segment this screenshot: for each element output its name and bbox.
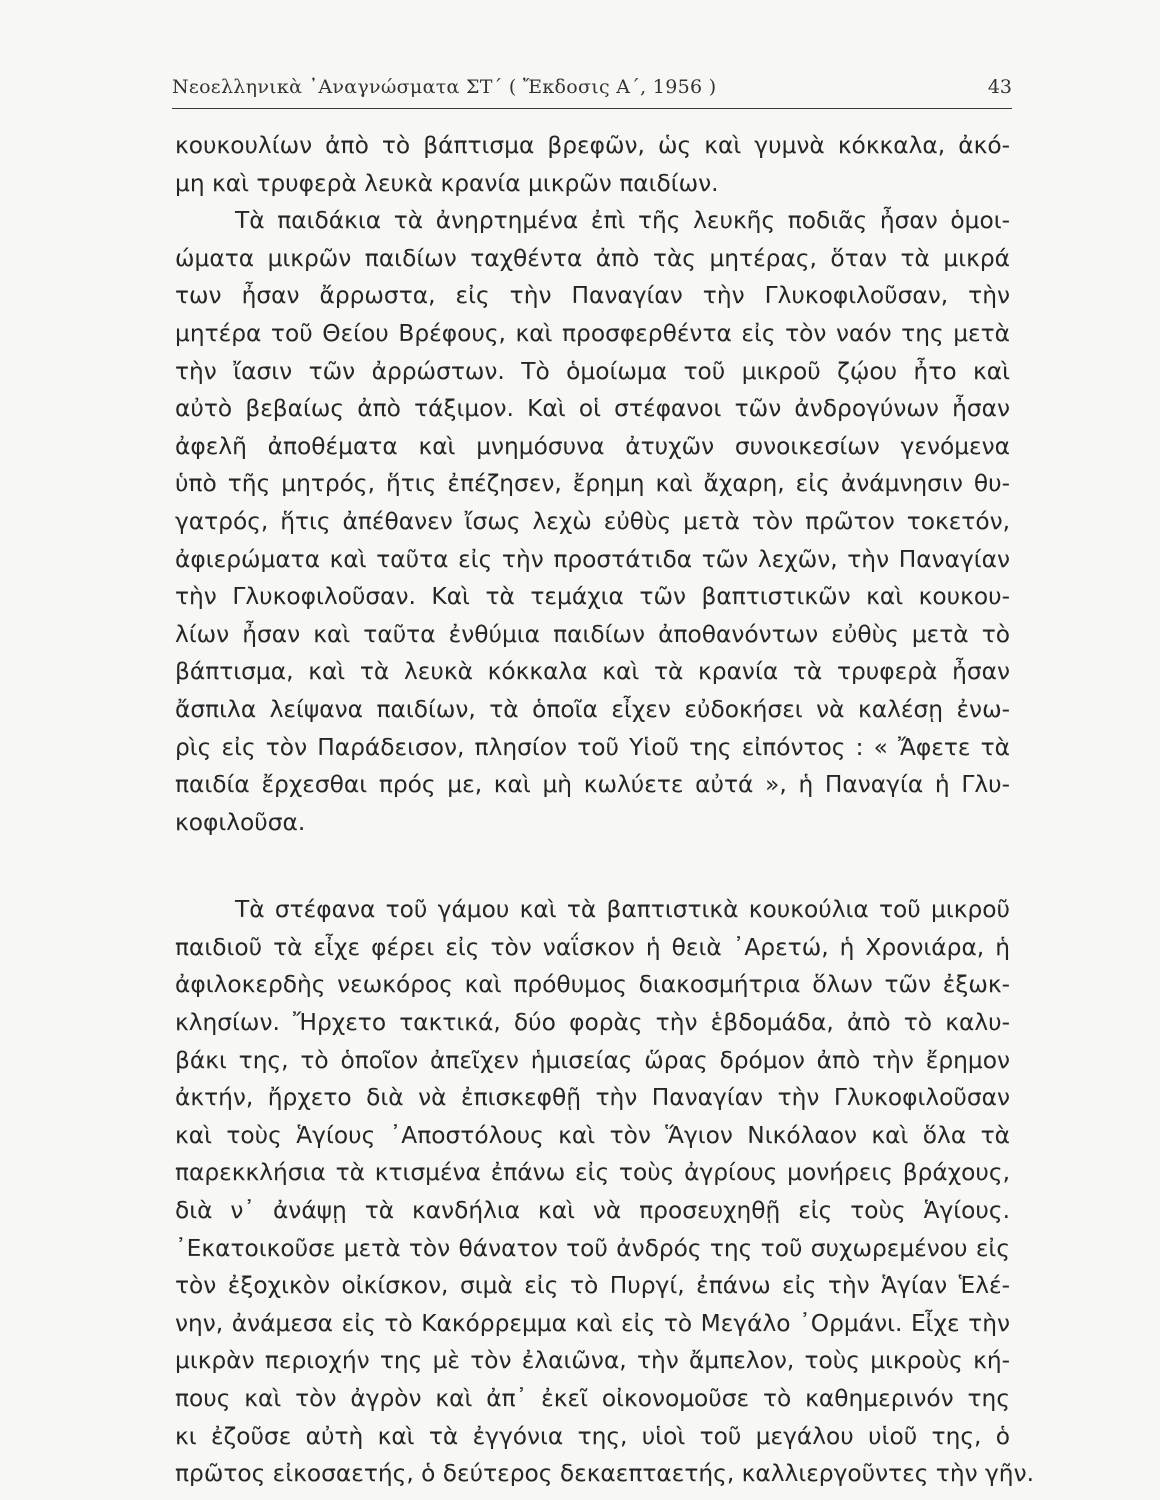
text-line: παιδιοῦ τὰ εἶχε φέρει εἰς τὸν ναΐσκον ἡ θειὰ ᾿Αρετώ, ἡ Χρονιάρα, ἡ: [175, 933, 1010, 961]
running-header: [172, 72, 1012, 109]
text-line: μη καὶ τρυφερὰ λευκὰ κρανία μικρῶν παιδίων.: [175, 169, 719, 197]
text-line: γατρός, ἥτις ἀπέθανεν ἴσως λεχὼ εὐθὺς μετὰ τὸν πρῶτον τοκετόν,: [175, 507, 1010, 535]
text-line: των ἦσαν ἄρρωστα, εἰς τὴν Παναγίαν τὴν Γλυκοφιλοῦσαν, τὴν: [175, 282, 1010, 310]
text-line: παρεκκλήσια τὰ κτισμένα ἐπάνω εἰς τοὺς ἀγρίους μονήρεις βράχους,: [175, 1159, 1010, 1187]
text-line: αὐτὸ βεβαίως ἀπὸ τάξιμον. Καὶ οἱ στέφανοι τῶν ἀνδρογύνων ἦσαν: [175, 395, 1010, 423]
text-line: τὴν ἴασιν τῶν ἀρρώστων. Τὸ ὁμοίωμα τοῦ μικροῦ ζῴου ἦτο καὶ: [175, 357, 1010, 385]
running-title: Νεοελληνικὰ ᾿Αναγνώσματα ΣΤ΄ ( Ἔκδοσις Α΄, 1956 ): [172, 76, 717, 98]
text-line: τὸν ἐξοχικὸν οἰκίσκον, σιμὰ εἰς τὸ Πυργί, ἐπάνω εἰς τὴν Ἁγίαν Ἑλέ-: [175, 1272, 1010, 1300]
text-line: κοφιλοῦσα.: [175, 808, 306, 836]
paragraph-2: [175, 202, 1010, 841]
text-line: νην, ἀνάμεσα εἰς τὸ Κακόρρεμμα καὶ εἰς τὸ Μεγάλο ᾿Ορμάνι. Εἶχε τὴν: [175, 1309, 1010, 1337]
text-line: ἀφιλοκερδὴς νεωκόρος καὶ πρόθυμος διακοσμήτρια ὅλων τῶν ἐξωκ-: [175, 971, 1010, 999]
text-line: καὶ τοὺς Ἁγίους ᾿Αποστόλους καὶ τὸν Ἅγιον Νικόλαον καὶ ὅλα τὰ: [175, 1121, 1010, 1149]
text-line: Τὰ στέφανα τοῦ γάμου καὶ τὰ βαπτιστικὰ κουκούλια τοῦ μικροῦ: [235, 896, 1010, 924]
paragraph-gap: [175, 841, 1010, 891]
text-line: μητέρα τοῦ Θείου Βρέφους, καὶ προσφερθέντα εἰς τὸν ναόν της μετὰ: [175, 319, 1010, 347]
text-line: ἀκτήν, ἤρχετο διὰ νὰ ἐπισκεφθῇ τὴν Παναγίαν τὴν Γλυκοφιλοῦσαν: [175, 1084, 1010, 1112]
body-text: [175, 127, 1034, 1493]
text-line: ἀφελῆ ἀποθέματα καὶ μνημόσυνα ἀτυχῶν συνοικεσίων γενόμενα: [175, 432, 1010, 460]
text-line: μικρὰν περιοχήν της μὲ τὸν ἐλαιῶνα, τὴν ἄμπελον, τοὺς μικροὺς κή-: [175, 1347, 1010, 1375]
text-line: ὑπὸ τῆς μητρός, ἥτις ἐπέζησεν, ἔρημη καὶ ἄχαρη, εἰς ἀνάμνησιν θυ-: [175, 470, 1010, 498]
text-line: παιδία ἔρχεσθαι πρός με, καὶ μὴ κωλύετε αὐτά », ἡ Παναγία ἡ Γλυ-: [175, 771, 1010, 799]
text-line: ώματα μικρῶν παιδίων ταχθέντα ἀπὸ τὰς μητέρας, ὅταν τὰ μικρά: [175, 244, 1010, 272]
text-line: βάπτισμα, καὶ τὰ λευκὰ κόκκαλα καὶ τὰ κρανία τὰ τρυφερὰ ἦσαν: [175, 658, 1010, 686]
text-line: τὴν Γλυκοφιλοῦσαν. Καὶ τὰ τεμάχια τῶν βαπτιστικῶν καὶ κουκου-: [175, 583, 1010, 611]
text-line: διὰ ν᾿ ἀνάψῃ τὰ κανδήλια καὶ νὰ προσευχηθῇ εἰς τοὺς Ἁγίους.: [175, 1197, 1010, 1225]
paragraph-1: [175, 127, 1010, 202]
text-line: ἄσπιλα λείψανα παιδίων, τὰ ὁποῖα εἶχεν εὐδοκήσει νὰ καλέσῃ ἐνω-: [175, 695, 1010, 723]
text-line: ᾿Εκατοικοῦσε μετὰ τὸν θάνατον τοῦ ἀνδρός της τοῦ συχωρεμένου εἰς: [175, 1234, 1010, 1262]
text-line: κι ἐζοῦσε αὐτὴ καὶ τὰ ἐγγόνια της, υἱοὶ τοῦ μεγάλου υἱοῦ της, ὁ: [175, 1422, 1010, 1450]
text-line: ρὶς εἰς τὸν Παράδεισον, πλησίον τοῦ Υἱοῦ της εἰπόντος : « Ἄφετε τὰ: [175, 733, 1010, 761]
text-line: Τὰ παιδάκια τὰ ἀνηρτημένα ἐπὶ τῆς λευκῆς ποδιᾶς ἦσαν ὁμοι-: [235, 207, 1010, 235]
text-line: πρῶτος εἰκοσαετής, ὁ δεύτερος δεκαεπταετής, καλλιεργοῦντες τὴν γῆν.: [175, 1460, 1034, 1488]
text-line: κουκουλίων ἀπὸ τὸ βάπτισμα βρεφῶν, ὡς καὶ γυμνὰ κόκκαλα, ἀκό-: [175, 132, 1010, 159]
paragraph-3: [175, 891, 1034, 1493]
text-line: ἀφιερώματα καὶ ταῦτα εἰς τὴν προστάτιδα τῶν λεχῶν, τὴν Παναγίαν: [175, 545, 1010, 573]
text-line: πους καὶ τὸν ἀγρὸν καὶ ἀπ᾿ ἐκεῖ οἰκονομοῦσε τὸ καθημερινόν της: [175, 1385, 1010, 1412]
page-number: 43: [987, 76, 1012, 98]
text-line: κλησίων. Ἤρχετο τακτικά, δύο φορὰς τὴν ἑβδομάδα, ἀπὸ τὸ καλυ-: [175, 1009, 1010, 1037]
text-line: λίων ἦσαν καὶ ταῦτα ἐνθύμια παιδίων ἀποθανόντων εὐθὺς μετὰ τὸ: [175, 620, 1010, 648]
text-line: βάκι της, τὸ ὁποῖον ἀπεῖχεν ἡμισείας ὥρας δρόμον ἀπὸ τὴν ἔρημον: [175, 1046, 1010, 1074]
